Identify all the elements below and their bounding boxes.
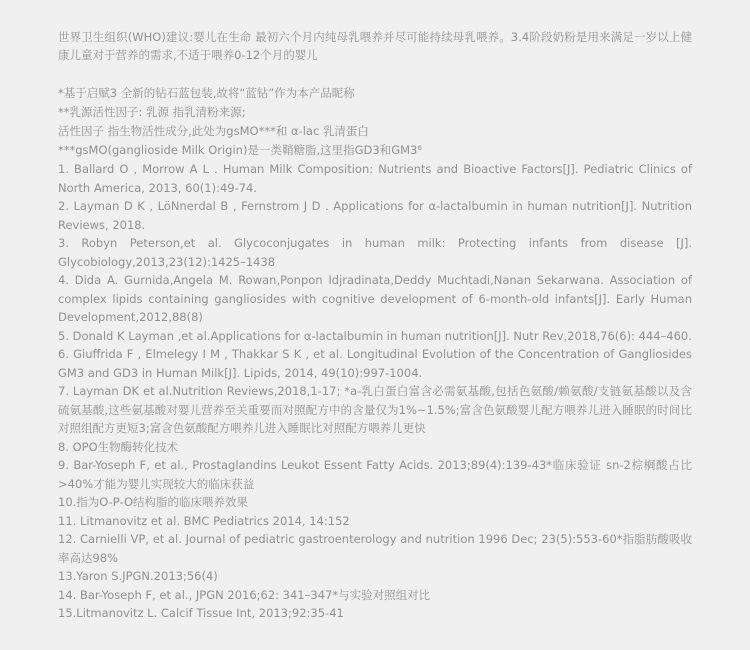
reference-item: 10.指为O-P-O结构脂的临床喂养效果 [58,495,249,509]
reference-item: 2. Layman D K , LöNnerdal B , Fernstrom J D . Applications for α-lactalbumin in human nutrition[J]. Nutrition Reviews, 2018. [58,199,692,232]
reference-list [58,160,692,623]
reference-item: 15.Litmanovitz L. Calcif Tissue Int, 2013;92:35-41 [58,606,344,620]
reference-item: 3. Robyn Peterson,et al. Glycoconjugates in human milk: Protecting infants from disease [J]. Glycobiology,2013,23(12):1425–1438 [58,236,692,269]
reference-item: 11. Litmanovitz et al. BMC Pediatrics 2014, 14:152 [58,513,350,528]
reference-item: 6. Giuffrida F , Elmelegy I M , Thakkar S K , et al. Longitudinal Evolution of the Concentration of Gangliosides GM3 and GD3 in Human Milk[J]. Lipids, 2014, 49(10):997-1004. [58,347,692,380]
footnote-active-factors: 活性因子 指生物活性成分,此处为gsMO***和 α-lac 乳清蛋白 [58,124,369,138]
footnote-product-nickname: *基于启赋3 全新的钻石蓝包装,故将“蓝钻”作为本产品昵称 [58,86,355,100]
reference-item: 13.Yaron S.JPGN.2013;56(4) [58,569,218,583]
reference-item: 7. Layman DK et al.Nutrition Reviews,2018,1-17; *a-乳白蛋白富含必需氨基酸,包括色氨酸/赖氨酸/支链氨基酸以及含硫氨基酸,这些氨基酸对婴儿营养至关重要而对照配方中的含量仅为1%~1.5%;富含色氨酸婴儿配方喂养儿进入睡眠的时间比对照组配方更短3;富含色氨酸配方喂养儿进入睡眠比对照配方喂养儿更快 [58,384,692,435]
reference-item: 1. Ballard O , Morrow A L . Human Milk Composition: Nutrients and Bioactive Factors[J]. Pediatric Clinics of North America, 2013, 60(1):49-74. [58,162,692,195]
footnote-milk-source: **乳源活性因子: 乳源 指乳清粉来源; [58,105,246,119]
footnotes [58,84,692,160]
reference-item: 9. Bar-Yoseph F, et al., Prostaglandins Leukot Essent Fatty Acids. 2013;89(4):139-43*临床验证 sn-2棕榈酸占比>40%才能为婴儿实现较大的临床获益 [58,458,692,491]
reference-item: 8. OPO生物酶转化技术 [58,439,179,454]
reference-item: 12. Carnielli VP, et al. Journal of pediatric gastroenterology and nutrition 1996 Dec; 23(5):553-60*指脂肪酸吸收率高达98% [58,532,692,565]
reference-item: 5. Donald K Layman ,et al.Applications for α-lactalbumin in human nutrition[J]. Nutr Rev,2018,76(6): 444–460. [58,328,692,343]
reference-item: 4. Dida A. Gurnida,Angela M. Rowan,Ponpon Idjradinata,Deddy Muchtadi,Nanan Sekarwana. Association of complex lipids containing gangliosides with cognitive development of 6-month-old infants[J]. Early Human Development,2012,88(8) [58,273,692,324]
footnote-gsmo: ***gsMO(ganglioside Milk Origin)是一类鞘糖脂,这里指GD3和GM3⁶ [58,143,422,157]
reference-item: 14. Bar-Yoseph F, et al., JPGN 2016;62: 341–347*与实验对照组对比 [58,587,431,602]
who-recommendation-text: 世界卫生组织(WHO)建议:婴儿在生命 最初六个月内纯母乳喂养并尽可能持续母乳喂养。3.4阶段奶粉是用来满足一岁以上健康儿童对于营养的需求,不适于喂养0-12个月的婴儿 [58,30,692,62]
